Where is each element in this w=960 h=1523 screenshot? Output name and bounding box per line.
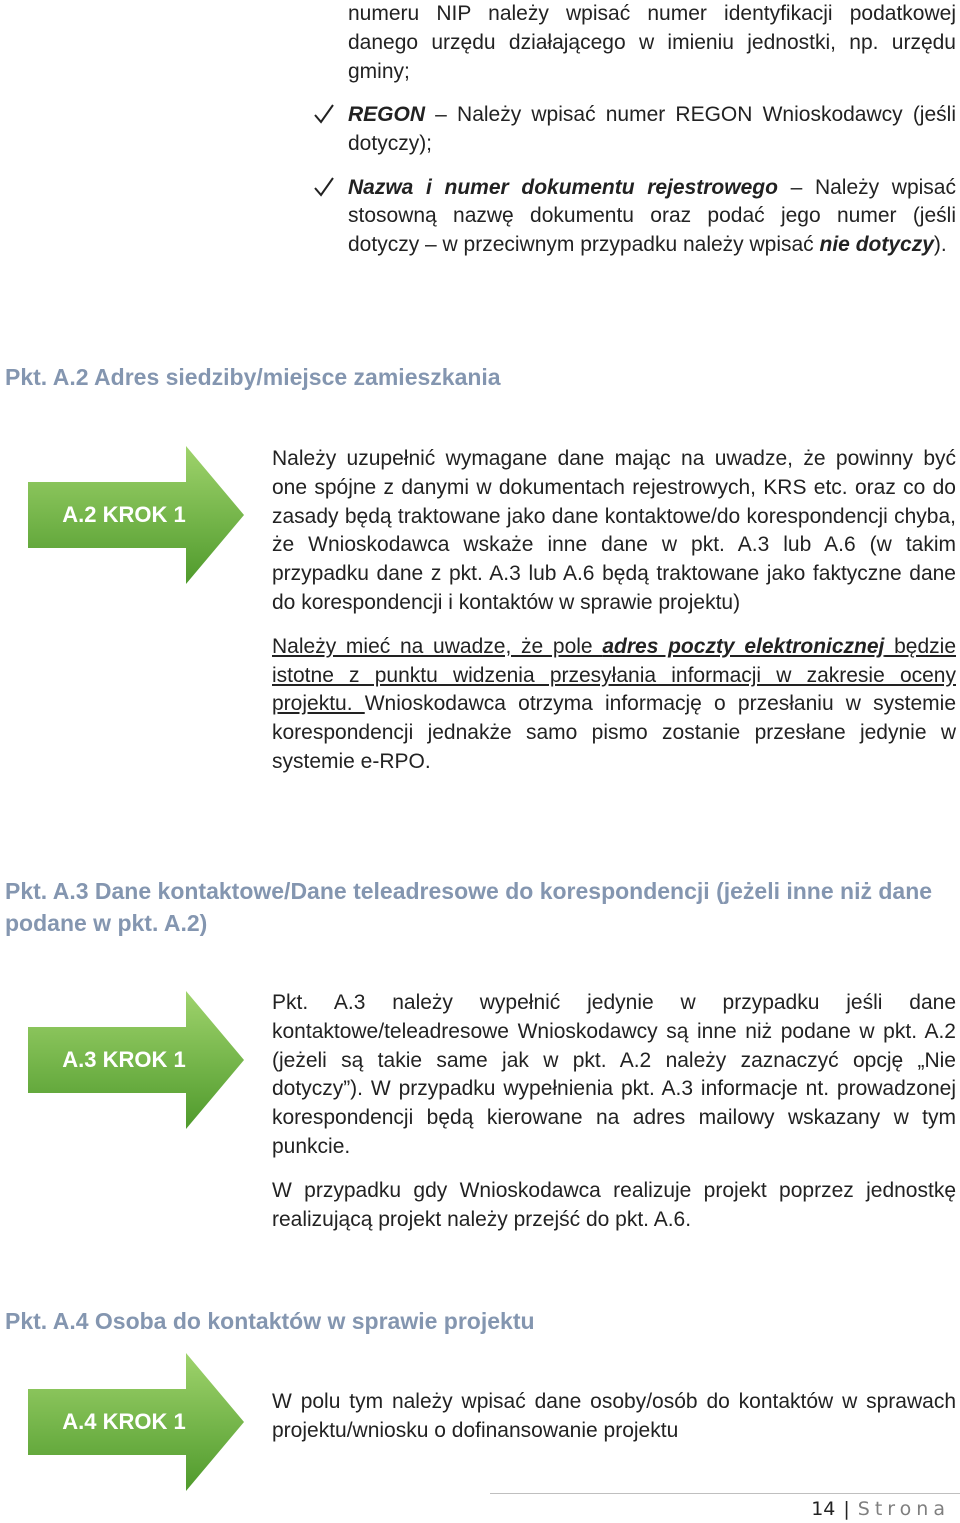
step-arrow-a4 [28, 1353, 244, 1491]
underlined-text: będzie istotne z punktu widzenia przesyłania informacji w zakresie oceny projektu. [272, 634, 956, 716]
underlined-text: Należy mieć na uwadze, że pole [272, 634, 603, 658]
paragraph [272, 633, 956, 777]
email-field-emphasis: adres poczty elektronicznej [602, 634, 885, 658]
paragraph: W polu tym należy wpisać dane osoby/osób do kontaktów w sprawach projektu/wniosku o dofinansowanie projektu [272, 1390, 956, 1442]
page-footer [811, 1498, 950, 1520]
list-emphasis: nie dotyczy [819, 233, 934, 257]
section-heading-a3: Pkt. A.3 Dane kontaktowe/Dane teleadresowe do korespondencji (jeżeli inne niż dane podane w pkt. A.2) [5, 878, 933, 936]
footer-page-word: Strona [857, 1498, 950, 1520]
section-heading-a4: Pkt. A.4 Osoba do kontaktów w sprawie projektu [5, 1308, 535, 1334]
section-heading-a2: Pkt. A.2 Adres siedziby/miejsce zamieszkania [5, 364, 501, 390]
paragraph-rest: Wnioskodawca otrzyma informację o przesłaniu w systemie korespondencji jednakże samo pismo zostanie przesłane jedynie w systemie e-RPO. [272, 692, 956, 773]
step-label: A.4 KROK 1 [62, 1409, 186, 1434]
list-term-document: Nazwa i numer dokumentu rejestrowego [348, 175, 778, 199]
list-text-end: ). [933, 233, 947, 257]
check-icon [312, 174, 336, 200]
list-item [312, 101, 956, 159]
section-body-a3 [272, 989, 956, 1234]
paragraph: W przypadku gdy Wnioskodawca realizuje projekt poprzez jednostkę realizującą projekt należy przejść do pkt. A.6. [272, 1178, 956, 1231]
list-dash: – [777, 175, 815, 199]
list-item [312, 174, 956, 260]
section-body-a2 [272, 445, 956, 777]
section-body-a4 [272, 1388, 956, 1446]
step-arrow-a3 [28, 991, 244, 1129]
step-label: A.2 KROK 1 [62, 502, 186, 527]
step-arrow-a2 [28, 446, 244, 584]
paragraph: Należy uzupełnić wymagane dane mając na uwadze, że powinny być one spójne z danymi w dokumentach rejestrowych, KRS etc. oraz co do zasady będą traktowane jako dane kontaktowe/do korespondencji chyba, że Wnioskodawca wskaże inne dane w pkt. A.3 lub A.6 (w takim przypadku dane z pkt. A.3 lub A.6 będą traktowane jako faktyczne dane do korespondencji i kontaktów w sprawie projektu) [272, 447, 956, 614]
list-term-regon: REGON [348, 103, 426, 126]
check-list [312, 101, 956, 260]
list-text: Należy wpisać stosowną nazwę dokumentu oraz podać jego numer (jeśli dotyczy – w przeciwnym przypadku należy wpisać [348, 175, 956, 257]
footer-divider [490, 1493, 960, 1494]
check-icon [312, 101, 336, 127]
list-dash: – [425, 103, 458, 126]
page-number: 14 [811, 1498, 836, 1520]
list-text: Należy wpisać numer REGON Wnioskodawcy (jeśli dotyczy); [348, 103, 956, 155]
footer-separator: | [843, 1498, 850, 1520]
paragraph: Pkt. A.3 należy wypełnić jedynie w przypadku jeśli dane kontaktowe/teleadresowe Wnioskodawcy są inne niż podane w pkt. A.2 (jeżeli są takie same jak w pkt. A.2 należy zaznaczyć opcję „Nie dotyczy”). W przypadku wypełnienia pkt. A.3 informacje nt. prowadzonej korespondencji będą kierowane na adres mailowy wskazany w tym punkcie. [272, 991, 956, 1158]
step-label: A.3 KROK 1 [62, 1047, 186, 1072]
intro-continued-text: numeru NIP należy wpisać numer identyfikacji podatkowej danego urzędu działającego w imieniu jednostki, np. urzędu gminy; [348, 2, 956, 83]
